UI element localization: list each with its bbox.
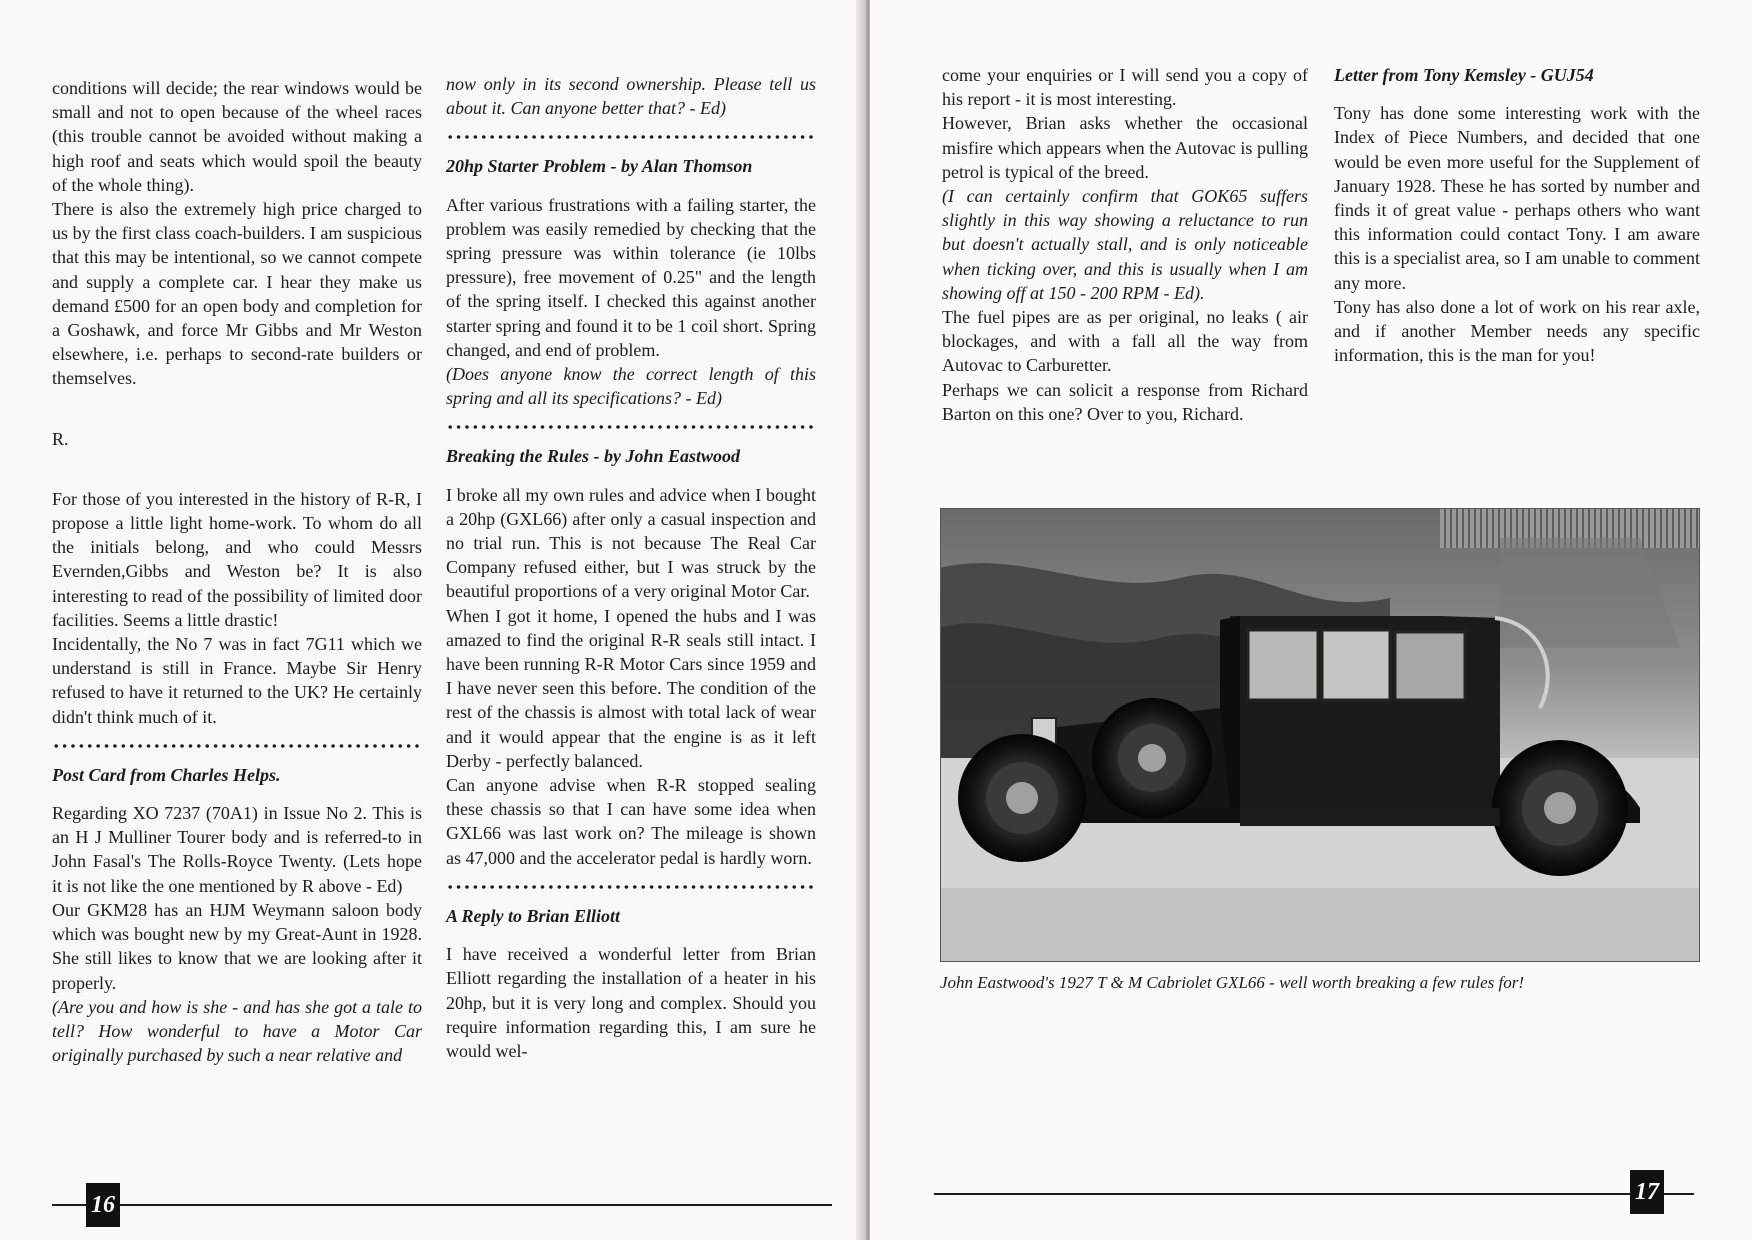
dotted-separator xyxy=(446,424,816,430)
paragraph: There is also the extremely high price charged to us by the first class coach-builders. I am suspicious that this may be intentional, so we cannot compete and supply a complete car. I hear they make us demand £500 for an open body and completion for a Goshawk, and force Mr Gibbs and Mr Weston elsewhere, i.e. perhaps to second-rate builders or themselves. xyxy=(52,199,422,389)
editor-note: (Are you and how is she - and has she got a tale to tell? How wonderful to have a Motor Car originally purchased by such a near relative and xyxy=(52,996,422,1066)
dotted-separator xyxy=(446,134,816,140)
paragraph: I have received a wonderful letter from Brian Elliott regarding the installation of a heater in his 20hp, but it is very long and complex. Should you require information regarding this, I am sure he would wel- xyxy=(446,944,816,1061)
paragraph: conditions will decide; the rear windows would be small and not to open because of the wheel races (this trouble cannot be avoided without making a high roof and seats which would spoil the beauty of the whole thing). xyxy=(52,78,422,195)
page-number: 17 xyxy=(1630,1170,1664,1214)
dotted-separator xyxy=(446,884,816,890)
paragraph: come your enquiries or I will send you a copy of his report - it is most interesting. xyxy=(942,65,1308,110)
section-heading-rules: Breaking the Rules - by John Eastwood xyxy=(446,446,741,467)
paragraph: Regarding XO 7237 (70A1) in Issue No 2. This is an H J Mulliner Tourer body and is referred-to in John Fasal's The Rolls-Royce Twenty. (Lets hope it is not like the one mentioned by R above - Ed) xyxy=(52,803,422,896)
section-heading-starter: 20hp Starter Problem - by Alan Thomson xyxy=(446,156,753,177)
paragraph: Incidentally, the No 7 was in fact 7G11 which we understand is still in France. Maybe Sir Henry refused to have it returned to the UK? He certainly didn't think much of it. xyxy=(52,634,422,727)
paragraph: Our GKM28 has an HJM Weymann saloon body which was bought new by my Great-Aunt in 1928. She still likes to know that we are looking after it properly. xyxy=(52,899,422,993)
paragraph: Tony has also done a lot of work on his rear axle, and if another Member needs any specific information, this is the man for you! xyxy=(1334,296,1700,366)
paragraph: After various frustrations with a failing starter, the problem was easily remedied by checking that the spring pressure was within tolerance (ie 10lbs pressure), free movement of 0.25" and the length of the spring itself. I checked this against another starter spring and found it to be 1 coil short. Spring changed, and end of problem. xyxy=(446,194,816,360)
right-column-1 xyxy=(942,63,1308,426)
right-column-2 xyxy=(1334,63,1700,367)
editor-note: (Does anyone know the correct length of this spring and all its specifications? - Ed) xyxy=(446,364,816,409)
page-number: 16 xyxy=(86,1183,120,1227)
paragraph: However, Brian asks whether the occasional misfire which appears when the Autovac is pulling petrol is typical of the breed. xyxy=(942,113,1308,182)
paragraph: Can anyone advise when R-R stopped sealing these chassis so that I can have some idea when GXL66 was last work on? The mileage is shown as 47,000 and the accelerator pedal is hardly worn. xyxy=(446,775,816,868)
footer-rule xyxy=(934,1193,1694,1195)
footer-rule xyxy=(52,1204,832,1206)
paragraph: The fuel pipes are as per original, no leaks ( air blockages, and with a fall all the way from Autovac to Carburetter. xyxy=(942,307,1308,376)
car-photo xyxy=(940,508,1700,962)
photo-caption: John Eastwood's 1927 T & M Cabriolet GXL66 - well worth breaking a few rules for! xyxy=(940,973,1525,992)
paragraph: For those of you interested in the history of R-R, I propose a little light home-work. To whom do all the initials belong, and who could Messrs Evernden,Gibbs and Weston be? It is also interesting to read of the possibility of limited door facilities. Seems a little drastic! xyxy=(52,488,422,630)
paragraph: Tony has done some interesting work with the Index of Piece Numbers, and decided that one would be even more useful for the Supplement of January 1928. These he has sorted by number and finds it of great value - perhaps others who want this information could contact Tony. I am aware this is a specialist area, so I am unable to comment any more. xyxy=(1334,103,1700,293)
paragraph: Perhaps we can solicit a response from Richard Barton on this one? Over to you, Richard. xyxy=(942,379,1308,424)
dotted-separator xyxy=(52,743,422,749)
editor-note: now only in its second ownership. Please tell us about it. Can anyone better that? - Ed) xyxy=(446,74,816,119)
section-heading-letter: Letter from Tony Kemsley - GUJ54 xyxy=(1334,65,1594,85)
left-column-2 xyxy=(446,72,816,1063)
signature: R. xyxy=(52,428,69,449)
section-heading-postcard: Post Card from Charles Helps. xyxy=(52,764,281,785)
paragraph: When I got it home, I opened the hubs and I was amazed to find the original R-R seals still intact. I have been running R-R Motor Cars since 1959 and I have never seen this before. The condition of the rest of the chassis is almost with total lack of wear and it would appear that the engine is as it left Derby - perfectly balanced. xyxy=(446,605,816,771)
page-16 xyxy=(0,0,862,1240)
section-heading-reply: A Reply to Brian Elliott xyxy=(446,905,621,926)
editor-note: (I can certainly confirm that GOK65 suffers slightly in this way showing a reluctance to run but doesn't actually stall, and is only noticeable when ticking over, and this is usually when I am showing off at 150 - 200 RPM - Ed). xyxy=(942,186,1308,303)
left-column-1 xyxy=(52,76,422,1067)
paragraph: I broke all my own rules and advice when I bought a 20hp (GXL66) after only a casual inspection and no trial run. This is not because The Real Car Company refused either, but I was struck by the beautiful proportions of a very original Motor Car. xyxy=(446,484,816,602)
